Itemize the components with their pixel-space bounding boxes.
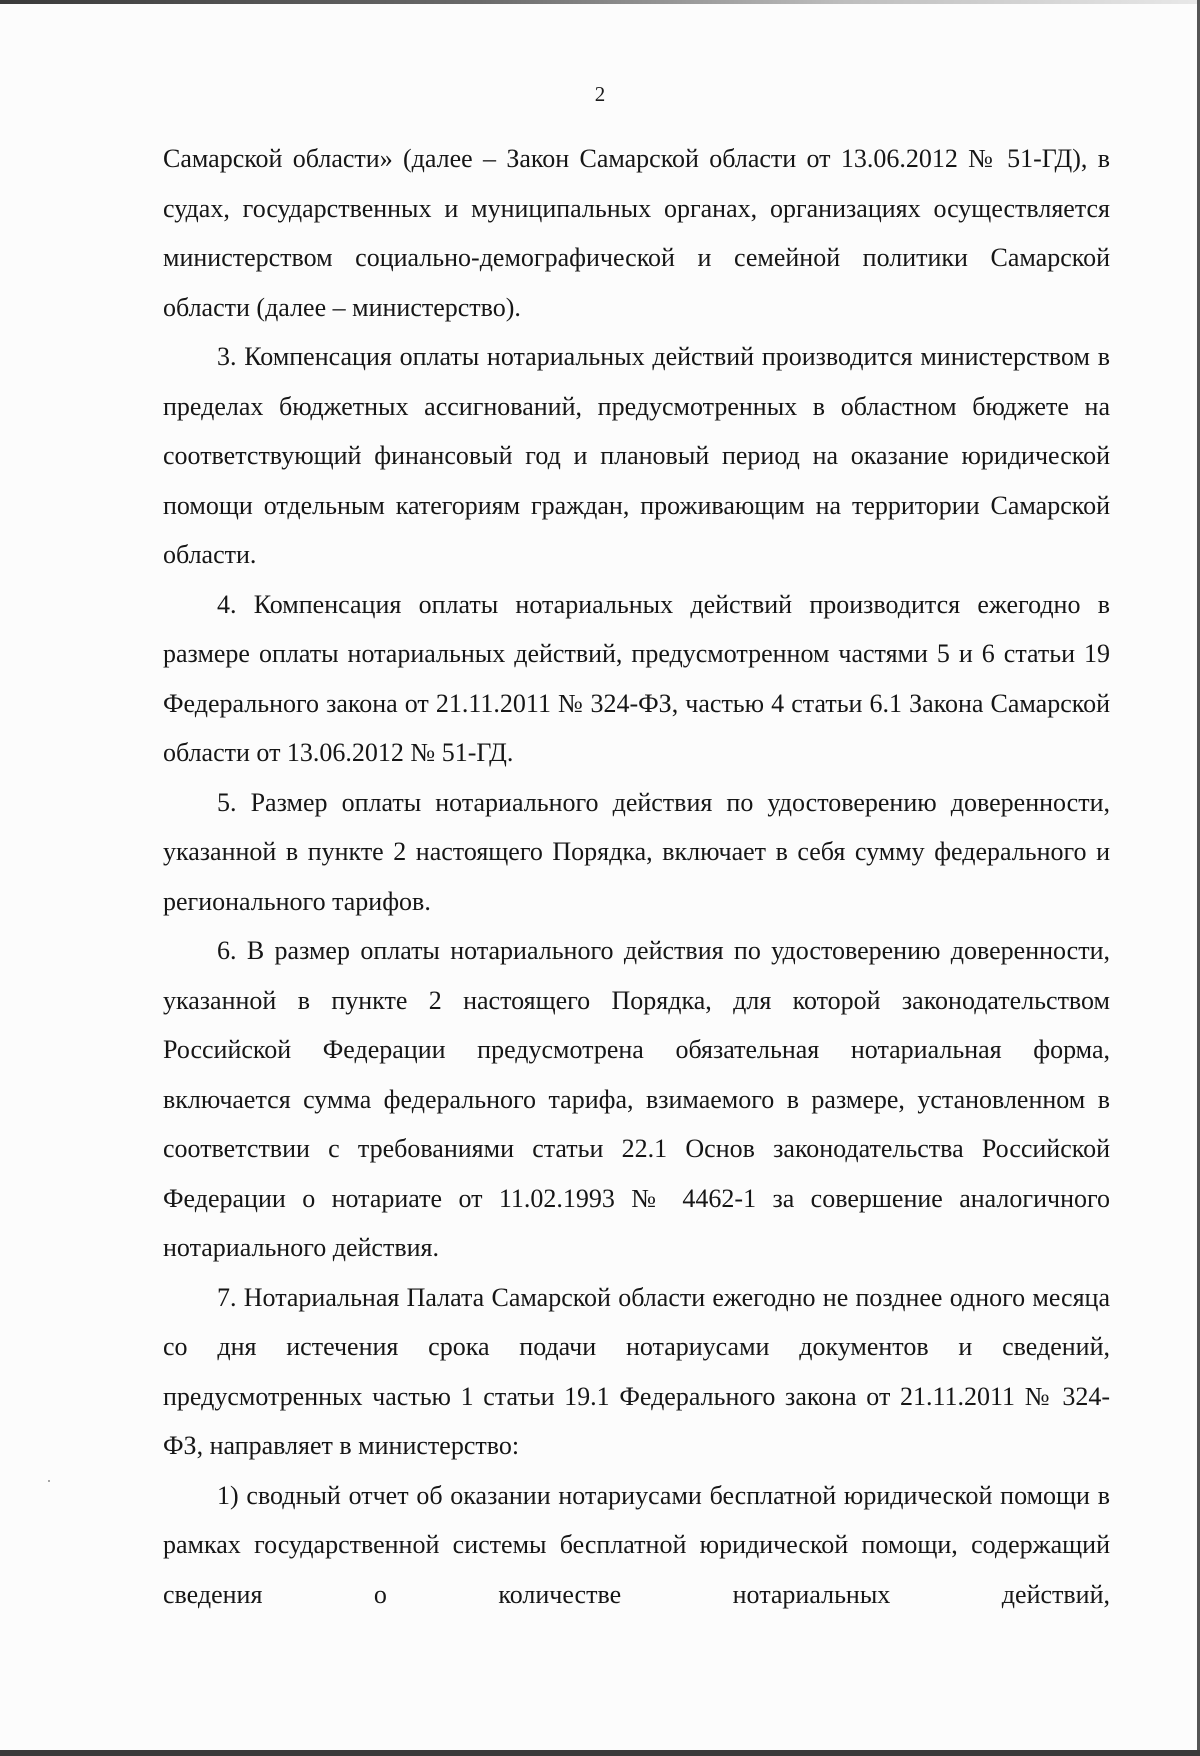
- scan-top-edge: [0, 0, 1200, 4]
- scan-speck: [48, 1480, 50, 1482]
- paragraph-item-4: 4. Компенсация оплаты нотариальных действий производится ежегодно в размере оплаты нотариальных действий, предусмотренном частями 5 и 6 статьи 19 Федерального закона от 21.11.2011 № 324-ФЗ, частью 4 статьи 6.1 Закона Самарской области от 13.06.2012 № 51-ГД.: [163, 589, 1110, 767]
- paragraph-subitem-1: 1) сводный отчет об оказании нотариусами бесплатной юридической помощи в рамках государственной системы бесплатной юридической помощи, содержащий сведения о количестве нотариальных действий,: [163, 1480, 1110, 1609]
- paragraph-item-7: 7. Нотариальная Палата Самарской области ежегодно не позднее одного месяца со дня истечения срока подачи нотариусами документов и сведений, предусмотренных частью 1 статьи 19.1 Федерального закона от 21.11.2011 № 324-ФЗ, направляет в министерство:: [163, 1282, 1110, 1460]
- document-body: [163, 134, 1110, 1619]
- paragraph-item-5: 5. Размер оплаты нотариального действия по удостоверению доверенности, указанной в пункте 2 настоящего Порядка, включает в себя сумму федерального и регионального тарифов.: [163, 787, 1110, 916]
- paragraph-item-3: 3. Компенсация оплаты нотариальных действий производится министерством в пределах бюджетных ассигнований, предусмотренных в областном бюджете на соответствующий финансовый год и плановый период на оказание юридической помощи отдельным категориям граждан, проживающим на территории Самарской области.: [163, 342, 1110, 569]
- scan-bottom-edge: [0, 1750, 1200, 1756]
- paragraph-continuation: Самарской области» (далее – Закон Самарской области от 13.06.2012 № 51-ГД), в судах, государственных и муниципальных органах, организациях осуществляется министерством социально-демографической и семейной политики Самарской области (далее – министерство).: [163, 144, 1110, 322]
- page-number: 2: [594, 82, 606, 106]
- paragraph-item-6: 6. В размер оплаты нотариального действия по удостоверению доверенности, указанной в пункте 2 настоящего Порядка, для которой законодательством Российской Федерации предусмотрена обязательная нотариальная форма, включается сумма федерального тарифа, взимаемого в размере, установленном в соответствии с требованиями статьи 22.1 Основ законодательства Российской Федерации о нотариате от 11.02.1993 № 4462-1 за совершение аналогичного нотариального действия.: [163, 936, 1110, 1262]
